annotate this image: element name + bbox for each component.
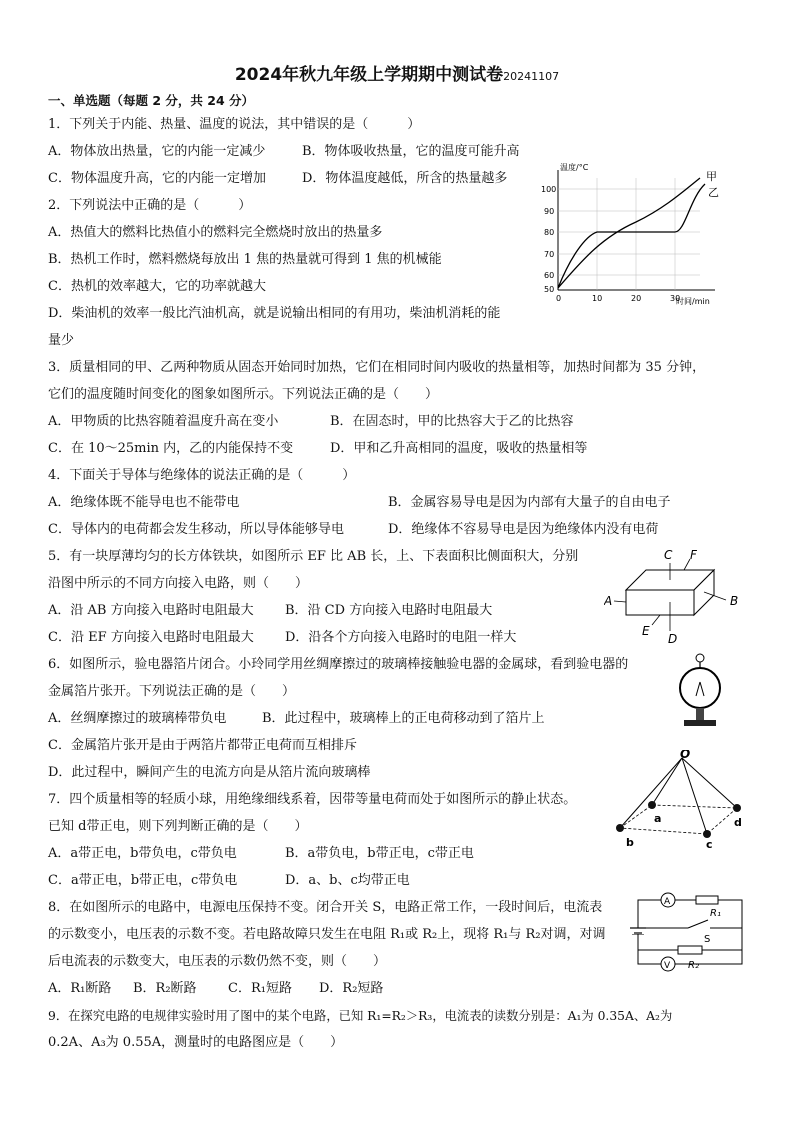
q7-option-b: B．a带负电，b带正电，c带正电 bbox=[285, 846, 474, 861]
ball-label-d: d bbox=[734, 816, 742, 829]
resistor-r1 bbox=[696, 896, 718, 904]
ball-b bbox=[616, 824, 624, 832]
q5-option-b: B．沿 CD 方向接入电路时电阻最大 bbox=[285, 603, 493, 618]
q4-option-a: A．绝缘体既不能导电也不能带电 bbox=[48, 495, 240, 510]
graph-xtick: 0 bbox=[556, 294, 562, 303]
exam-code: 20241107 bbox=[503, 70, 560, 83]
electroscope-figure bbox=[672, 652, 732, 732]
q3-stem: 3．质量相同的甲、乙两种物质从固态开始同时加热，它们在相同时间内吸收的热量相等，加热时间都为 35 分钟， bbox=[48, 360, 706, 375]
q1-option-d: D．物体温度越低，所含的热量越多 bbox=[302, 171, 508, 186]
ammeter-label: A bbox=[664, 897, 671, 907]
graph-xtick: 10 bbox=[592, 294, 603, 303]
graph-ytick: 100 bbox=[541, 185, 557, 194]
circuit-figure bbox=[628, 888, 748, 988]
r1-label: R₁ bbox=[710, 908, 721, 919]
iron-block-figure bbox=[604, 545, 744, 645]
q3-option-b: B．在固态时，甲的比热容大于乙的比热容 bbox=[330, 414, 574, 429]
ball-label-c: c bbox=[706, 838, 713, 850]
q9-stem-cont: 0.2A、A₃为 0.55A，测量时的电路图应是（ ） bbox=[48, 1035, 344, 1050]
q5-stem: 5．有一块厚薄均匀的长方体铁块，如图所示 EF 比 AB 长，上、下表面积比侧面积大，分别 bbox=[48, 549, 579, 564]
ball-label-o: O bbox=[680, 750, 691, 761]
graph-ytick: 60 bbox=[544, 271, 555, 280]
q8-option-d: D．R₂短路 bbox=[319, 981, 384, 996]
q6-option-b: B．此过程中，玻璃棒上的正电荷移动到了箔片上 bbox=[262, 711, 545, 726]
graph-xtick: 30 bbox=[670, 294, 681, 303]
q2-option-b: B．热机工作时，燃料燃烧每放出 1 焦的热量就可得到 1 焦的机械能 bbox=[48, 252, 442, 267]
q6-option-c: C．金属箔片张开是由于两箔片都带正电荷而互相排斥 bbox=[48, 738, 357, 753]
switch-label: S bbox=[704, 934, 711, 945]
q7-stem-cont: 已知 d带正电，则下列判断正确的是（ ） bbox=[48, 819, 308, 834]
q5-option-c: C．沿 EF 方向接入电路时电阻最大 bbox=[48, 630, 254, 645]
q1-option-c: C．物体温度升高，它的内能一定增加 bbox=[48, 171, 266, 186]
graph-ytick: 80 bbox=[544, 228, 555, 237]
q5-option-a: A．沿 AB 方向接入电路时电阻最大 bbox=[48, 603, 254, 618]
voltmeter-label: V bbox=[664, 961, 671, 971]
graph-xtick: 20 bbox=[631, 294, 642, 303]
block-label-b: B bbox=[730, 594, 739, 608]
q7-stem: 7．四个质量相等的轻质小球，用绝缘细线系着，因带等量电荷而处于如图所示的静止状态。 bbox=[48, 792, 577, 807]
block-label-c: C bbox=[664, 548, 673, 562]
q1-stem: 1．下列关于内能、热量、温度的说法，其中错误的是（ ） bbox=[48, 117, 421, 132]
q6-stem: 6．如图所示，验电器箔片闭合。小玲同学用丝绸摩擦过的玻璃棒接触验电器的金属球，看到验电器的 bbox=[48, 657, 629, 672]
series-yi-label: 乙 bbox=[708, 186, 719, 199]
ball-c bbox=[703, 830, 711, 838]
graph-ytick: 90 bbox=[544, 207, 555, 216]
page-title bbox=[0, 60, 794, 85]
graph-ylabel: 温度/°C bbox=[560, 163, 589, 172]
q5-option-d: D．沿各个方向接入电路时的电阻一样大 bbox=[285, 630, 517, 645]
q8-stem-cont: 的示数变小，电压表的示数不变。若电路故障只发生在电阻 R₁或 R₂上，现将 R₁与 R₂对调，对调 bbox=[48, 927, 606, 942]
q1-option-a: A．物体放出热量，它的内能一定减少 bbox=[48, 144, 266, 159]
q2-option-d: D．柴油机的效率一般比汽油机高，就是说输出相同的有用功，柴油机消耗的能 bbox=[48, 306, 501, 321]
graph-ytick: 70 bbox=[544, 250, 555, 259]
q2-stem: 2．下列说法中正确的是（ ） bbox=[48, 198, 252, 213]
ball-label-b: b bbox=[626, 836, 634, 849]
r2-label: R₂ bbox=[688, 960, 699, 971]
block-label-e: E bbox=[642, 624, 650, 638]
q7-option-c: C．a带正电，b带正电，c带负电 bbox=[48, 873, 238, 888]
block-label-a: A bbox=[604, 594, 613, 608]
ball-d bbox=[733, 804, 741, 812]
q4-option-d: D．绝缘体不容易导电是因为绝缘体内没有电荷 bbox=[388, 522, 659, 537]
q7-option-a: A．a带正电，b带负电，c带负电 bbox=[48, 846, 237, 861]
graph-ytick: 50 bbox=[544, 285, 555, 294]
charged-balls-figure bbox=[612, 750, 752, 850]
q2-option-c: C．热机的效率越大，它的功率就越大 bbox=[48, 279, 266, 294]
q7-option-d: D．a、b、c均带正电 bbox=[285, 873, 410, 888]
section-heading: 一、单选题（每题 2 分，共 24 分） bbox=[48, 93, 255, 108]
series-jia-label: 甲 bbox=[706, 170, 717, 183]
q8-option-c: C．R₁短路 bbox=[228, 981, 292, 996]
switch-s bbox=[688, 920, 708, 928]
temperature-time-graph bbox=[540, 158, 740, 308]
q3-stem-cont: 它们的温度随时间变化的图象如图所示。下列说法正确的是（ ） bbox=[48, 387, 439, 402]
block-label-d: D bbox=[668, 632, 678, 645]
q3-option-c: C．在 10～25min 内，乙的内能保持不变 bbox=[48, 441, 294, 456]
block-label-f: F bbox=[690, 548, 697, 562]
q3-option-a: A．甲物质的比热容随着温度升高在变小 bbox=[48, 414, 279, 429]
ball-label-a: a bbox=[654, 812, 662, 825]
q4-option-b: B．金属容易导电是因为内部有大量子的自由电子 bbox=[388, 495, 671, 510]
graph-xlabel: 时间/min bbox=[676, 297, 710, 306]
q8-option-a: A．R₁断路 bbox=[48, 981, 112, 996]
q2-option-a: A．热值大的燃料比热值小的燃料完全燃烧时放出的热量多 bbox=[48, 225, 383, 240]
q6-option-d: D．此过程中，瞬间产生的电流方向是从箔片流向玻璃棒 bbox=[48, 765, 371, 780]
q8-option-b: B．R₂断路 bbox=[133, 981, 197, 996]
q4-stem: 4．下面关于导体与绝缘体的说法正确的是（ ） bbox=[48, 468, 356, 483]
q9-stem: 9．在探究电路的电规律实验时用了图中的某个电路，已知 R₁=R₂＞R₃，电流表的读数分别是：A₁为 0.35A、A₂为 bbox=[48, 1009, 673, 1023]
q6-stem-cont: 金属箔片张开。下列说法正确的是（ ） bbox=[48, 684, 296, 699]
q3-option-d: D．甲和乙升高相同的温度，吸收的热量相等 bbox=[330, 441, 588, 456]
q1-option-b: B．物体吸收热量，它的温度可能升高 bbox=[302, 144, 520, 159]
exam-title: 2024年秋九年级上学期期中测试卷 bbox=[234, 65, 504, 85]
series-yi-curve bbox=[558, 184, 705, 288]
q2-option-d-cont: 量少 bbox=[48, 333, 75, 348]
series-jia-curve bbox=[558, 178, 700, 288]
ball-a bbox=[648, 801, 656, 809]
q8-stem-cont2: 后电流表的示数变大，电压表的示数仍然不变，则（ ） bbox=[48, 954, 387, 969]
q5-stem-cont: 沿图中所示的不同方向接入电路，则（ ） bbox=[48, 576, 309, 591]
q8-stem: 8．在如图所示的电路中，电源电压保持不变。闭合开关 S，电路正常工作，一段时间后，电流表 bbox=[48, 900, 603, 915]
q4-option-c: C．导体内的电荷都会发生移动，所以导体能够导电 bbox=[48, 522, 344, 537]
q6-option-a: A．丝绸摩擦过的玻璃棒带负电 bbox=[48, 711, 227, 726]
